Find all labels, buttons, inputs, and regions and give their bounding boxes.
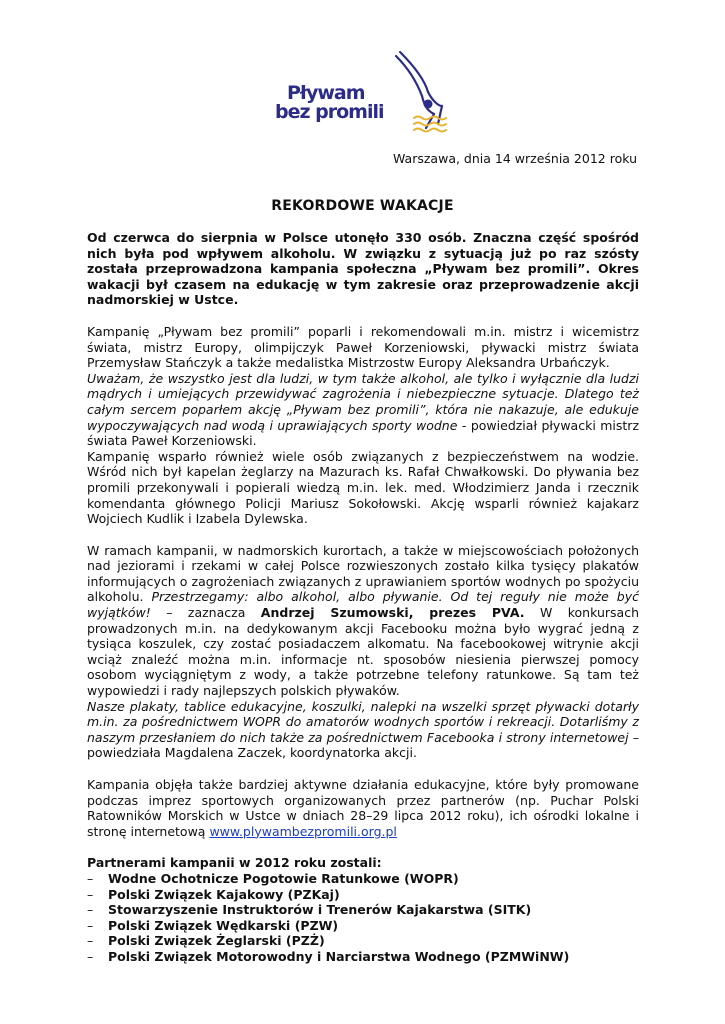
partner-item: – Wodne Ochotnicze Pogotowie Ratunkowe (WOPR) bbox=[87, 871, 639, 887]
quote-text: Uważam, że wszystko jest dla ludzi, w tym także alkohol, ale tylko i wyłącznie dla ludzi mądrych i umiejących przewidywać zagrożenia i niebezpieczne sytuacje. Dlatego też całym sercem poparłem akcję „Pływam bez promili”, która nie nakazuje, ale edukuje wypoczywających nad wodą i uprawiających sporty wodne bbox=[87, 370, 639, 433]
logo-line-2: bez promili bbox=[275, 101, 384, 123]
partners-heading: Partnerami kampanii w 2012 roku zostali: bbox=[87, 855, 382, 871]
zaczek-quote-text: Nasze plakaty, tablice edukacyjne, koszulki, nalepki na wszelki sprzęt pływacki dotarły m.in. za pośrednictwem WOPR do amatorów wodnych sportów i rekreacji. Dotarliśmy z naszym przesłaniem do nich także za pośrednictwem Facebooka i strony internetowej bbox=[87, 698, 639, 745]
website-link[interactable]: www.plywambezpromili.org.pl bbox=[209, 823, 397, 839]
logo-wordmark bbox=[275, 84, 384, 122]
date-line: Warszawa, dnia 14 września 2012 roku bbox=[393, 151, 637, 166]
zaczek-attribution: – powiedziała Magdalena Zaczek, koordynatorka akcji. bbox=[87, 729, 639, 761]
title-text: REKORDOWE WAKACJE bbox=[271, 198, 454, 214]
quote-korzeniowski bbox=[87, 371, 639, 449]
szumowski-name: Andrzej Szumowski, prezes PVA. bbox=[260, 605, 525, 621]
paragraph-safety-support: Kampanię wsparło również wiele osób związanych z bezpieczeństwem na wodzie. Wśród nich był kapelan żeglarzy na Mazurach ks. Rafał Chwałkowski. Do pływania bez promili przekonywali i popierali wiedzą m.in. lek. med. Włodzimierz Janda i rzecznik komendanta głównego Policji Mariusz Sokołowski. Akcję wsparli również kajakarz Wojciech Kudlik i Izabela Dylewska. bbox=[87, 448, 639, 527]
posters-text: W ramach kampanii, w nadmorskich kurortach, a także w miejscowościach położonych nad jeziorami i rzekami w całej Polsce rozwieszonych zostało kilka tysięcy plakatów informujących o zagrożeniach związanych z uprawianiem sportów wodnych po spożyciu alkoholu. bbox=[87, 542, 639, 605]
document-title bbox=[0, 198, 725, 214]
partner-item: – Polski Związek Wędkarski (PZW) bbox=[87, 918, 639, 934]
partner-item: – Polski Związek Kajakowy (PZKaj) bbox=[87, 887, 639, 903]
partner-item: – Stowarzyszenie Instruktorów i Trenerów Kajakarstwa (SITK) bbox=[87, 902, 639, 918]
contests-text: W konkursach prowadzonych m.in. na dedykowanym akcji Facebooku można było wygrać jedną z tysiąca koszulek, czy zostać posiadaczem alkomatu. Na facebookowej witrynie akcji wciąż znaleźć można m.in. informacje nt. sposobów niesienia pierwszej pomocy osobom wyciągniętym z wody, a także potrzebne telefony ratunkowe. Są tam też wypowiedzi i rady najlepszych polskich pływaków. bbox=[87, 605, 639, 699]
quote-attribution: - powiedział pływacki mistrz świata Paweł Korzeniowski. bbox=[87, 417, 640, 449]
paragraph-supporters: Kampanię „Pływam bez promili” poparli i rekomendowali m.in. mistrz i wicemistrz świata, mistrz Europy, olimpijczyk Paweł Korzeniowski, pływacki mistrz świata Przemysław Stańczyk a także medalistka Mistrzostw Europy Aleksandra Urbańczyk. bbox=[87, 323, 639, 371]
paragraph-education bbox=[87, 777, 639, 839]
partners-list bbox=[87, 871, 639, 965]
document-body bbox=[87, 230, 639, 965]
education-text: Kampania objęła także bardziej aktywne działania edukacyjne, które były promowane podczas imprez sportowych organizowanych przez partnerów (np. Puchar Polski Ratowników Morskich w Ustce w dniach 28–29 lipca 2012 roku), ich ośrodki lokalne i stronę internetową bbox=[87, 777, 639, 839]
partner-item: – Polski Związek Motorowodny i Narciarstwa Wodnego (PZMWiNW) bbox=[87, 949, 639, 965]
quote-zaczek bbox=[87, 699, 639, 761]
szumowski-quote: Przestrzegamy: albo alkohol, albo pływanie. Od tej reguły nie może być wyjątków! bbox=[87, 589, 639, 621]
logo-line-1: Pływam bbox=[287, 82, 365, 104]
campaign-logo bbox=[266, 44, 466, 140]
lead-paragraph: Od czerwca do sierpnia w Polsce utonęło 330 osób. Znaczna część spośród nich była pod wpływem alkoholu. W związku z sytuacją już po raz szósty została przeprowadzona kampania społeczna „Pływam bez promili”. Okres wakacji był czasem na edukację w tym zakresie oraz przeprowadzenie akcji nadmorskiej w Ustce. bbox=[87, 230, 639, 308]
paragraph-posters bbox=[87, 543, 639, 699]
waves-icon bbox=[414, 117, 446, 132]
partner-item: – Polski Związek Żeglarski (PZŻ) bbox=[87, 933, 639, 949]
szumowski-dash: – zaznacza bbox=[150, 605, 261, 621]
